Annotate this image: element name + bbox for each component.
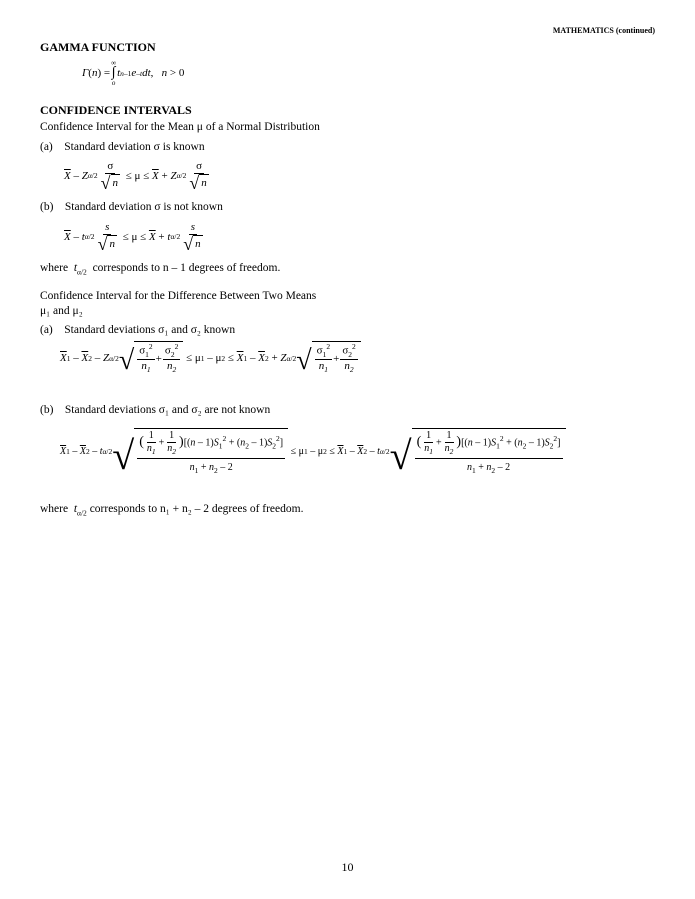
ci-mean-title: Confidence Interval for the Mean μ of a Normal Distribution [40,121,320,133]
where-word-2: where [40,503,69,515]
ci-diff-title: Confidence Interval for the Difference Between Two Means [40,290,317,302]
ci-where-line-2: where $t_{\alpha/2}$ corresponds to n₁ + n₂ – 2 degrees of freedom. [40,503,304,518]
ci-where-line: where $t_{\alpha/2}$ corresponds to n – 1 degrees of freedom. [40,262,281,277]
ci-mean-known-formula: $\overline{X}$ – Z α/2 σ √ n ≤ μ ≤ $\overline{X}$ + Z α/2 σ √ n [64,160,207,193]
ci-case-b-label: (b) Standard deviation σ is not known [40,201,223,213]
where-df2-text: corresponds to n₁ + n₂ – 2 degrees of freedom. [89,503,304,515]
ci-diff-title-2: μ₁ and μ₂ [40,305,83,317]
running-header: MATHEMATICS (continued) [552,26,655,35]
ci-diff-known-formula: $\overline{X}$ 1 – $\overline{X}$ 2 – Z α/2 √ $\frac{\sigma_1^2}{n_1}$ + $\frac{\sigma_2^2}{n_2}$ ≤ μ 1 – μ 2 ≤ $\overline{X}$ 1 – $\overline{X}$ 2 + Z α/2 √ $\frac{\sigma_1^2}{n_1}$ + $\frac{\sigma_2^2}{n_2}$ [60,341,361,375]
ci-diff-unknown-formula: $\overline{X}$ 1 – $\overline{X}$ 2 – t α/2 √ ( $\frac{1}{n_1}$ + $\frac{1}{n_2}$ )$[(n - 1)S_1^2 + (n_2 - 1)S_2^2]$ $n_1 + n_2 - 2$ ≤ μ 1 – μ 2 ≤ $\overline{X}$ 1 – $\overline{X}$ 2 – t α/2 √ ( $\frac{1}{n_1}$ + $\frac{1}{n_2}$ )$[(n - 1)S_1^2 + (n_2 - 1)S_2^2]$ $n_1 + n_2 - 2$ [60,428,566,476]
where-df-text: corresponds to n – 1 degrees of freedom. [92,262,281,274]
where-word: where [40,262,69,274]
page-number: 10 [341,860,354,874]
gamma-heading: GAMMA FUNCTION [40,40,156,54]
ci-diff-case-a-label: (a) Standard deviations σ₁ and σ₂ known [40,324,236,336]
gamma-formula: Γ ( n ) = ∞ ∫ o t n –1 e –t dt , n > 0 [82,59,185,87]
ci-heading: CONFIDENCE INTERVALS [40,103,192,117]
ci-case-a-label: (a) Standard deviation σ is known [40,141,205,153]
ci-mean-unknown-formula: $\overline{X}$ – t α/2 s √ n ≤ μ ≤ $\overline{X}$ + t α/2 s √ n [64,221,201,254]
ci-diff-case-b-label: (b) Standard deviations σ₁ and σ₂ are not known [40,404,271,416]
